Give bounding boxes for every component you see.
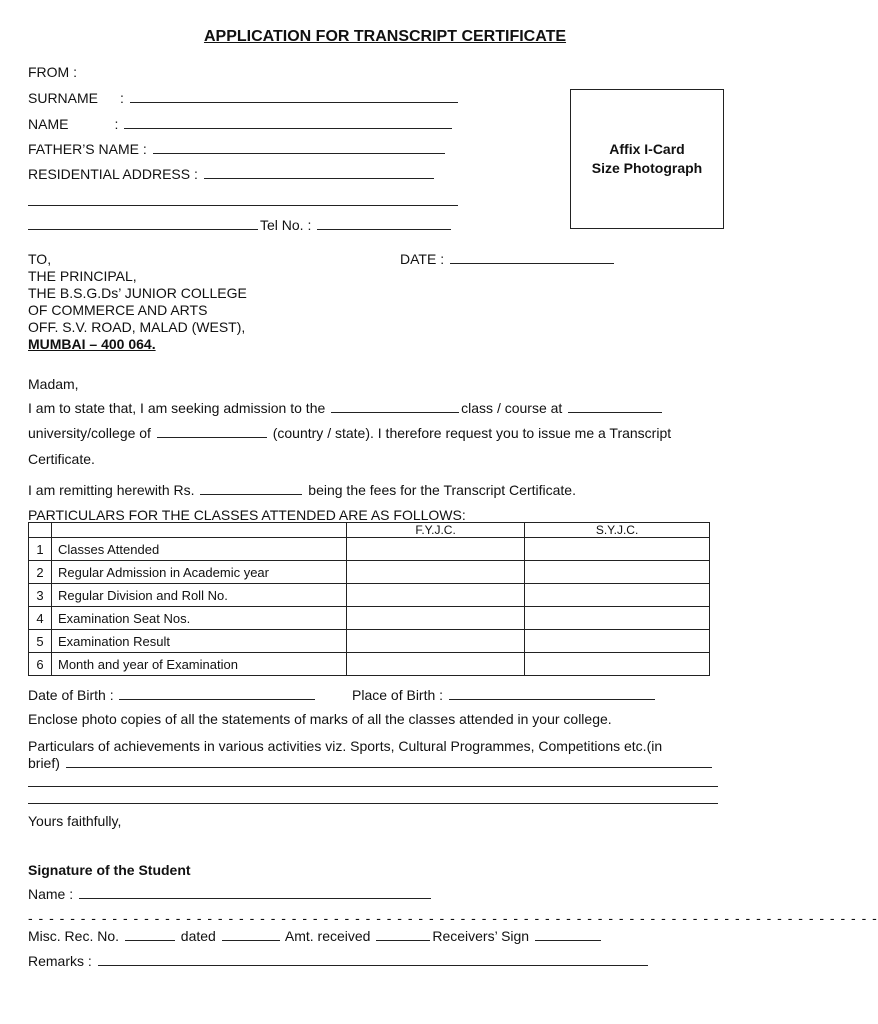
- university-field[interactable]: [157, 437, 267, 438]
- dob-row: [28, 687, 317, 703]
- fathers-name-field[interactable]: [153, 153, 445, 154]
- fyjc-cell[interactable]: [347, 653, 525, 676]
- fyjc-cell[interactable]: [347, 607, 525, 630]
- signature-label: Signature of the Student: [28, 862, 191, 878]
- dob-field[interactable]: [119, 699, 315, 700]
- address-row: [28, 166, 436, 182]
- remarks-field[interactable]: [98, 965, 648, 966]
- pob-row: [352, 687, 657, 703]
- address-field-1[interactable]: [204, 178, 434, 179]
- row-label: Regular Division and Roll No.: [52, 584, 347, 607]
- row-label: Classes Attended: [52, 538, 347, 561]
- remit-text: I am remitting herewith Rs.: [28, 482, 195, 498]
- to-city: MUMBAI – 400 064.: [28, 336, 156, 352]
- row-label: Examination Result: [52, 630, 347, 653]
- tel-label: Tel No. :: [260, 217, 312, 233]
- name-row: NAME :: [28, 116, 454, 132]
- student-name-label: Name :: [28, 886, 74, 902]
- para-line-1: [28, 400, 664, 416]
- name-label: NAME: [28, 116, 69, 132]
- form-title: APPLICATION FOR TRANSCRIPT CERTIFICATE: [203, 28, 567, 45]
- fyjc-cell[interactable]: [347, 584, 525, 607]
- to-label: TO,: [28, 251, 52, 267]
- table-row: [29, 607, 710, 630]
- date-row: [400, 251, 616, 267]
- to-address: [28, 251, 247, 353]
- table-row: [29, 630, 710, 653]
- para-text: class / course at: [461, 400, 563, 416]
- table-header-row: [29, 523, 710, 538]
- table-row: [29, 653, 710, 676]
- syjc-cell[interactable]: [525, 607, 710, 630]
- to-line: THE B.S.G.Ds’ JUNIOR COLLEGE: [28, 285, 247, 301]
- row-label: Regular Admission in Academic year: [52, 561, 347, 584]
- dated-field[interactable]: [222, 940, 280, 941]
- syjc-cell[interactable]: [525, 653, 710, 676]
- achievements-brief: brief): [28, 755, 60, 771]
- receivers-field[interactable]: [535, 940, 601, 941]
- header-fyjc: F.Y.J.C.: [347, 523, 525, 538]
- remit-row: [28, 482, 576, 498]
- amt-label: Amt. received: [284, 928, 371, 944]
- remarks-row: [28, 953, 650, 969]
- fyjc-cell[interactable]: [347, 538, 525, 561]
- row-num: 5: [29, 630, 52, 653]
- fathers-name-row: [28, 141, 447, 157]
- remarks-label: Remarks :: [28, 953, 92, 969]
- fyjc-cell[interactable]: [347, 630, 525, 653]
- office-row: [28, 928, 603, 944]
- particulars-table: [28, 522, 710, 676]
- office-use-divider: - - - - - - - - - - - - - - - - - - - - - - - - - - - - - - - - - - - - - - - - - - - - - - - - - - - - - - - - - - - - - - - - - - - - - - - - - - - - - - - - -: [28, 910, 878, 926]
- class-field[interactable]: [331, 412, 459, 413]
- table-row: [29, 584, 710, 607]
- salutation: Madam,: [28, 376, 79, 392]
- header-cell: [29, 523, 52, 538]
- table-row: [29, 538, 710, 561]
- photo-text-2: Size Photograph: [591, 160, 703, 176]
- fathers-name-label: FATHER’S NAME :: [28, 141, 147, 157]
- para-line-2: [28, 425, 671, 441]
- address-field-3[interactable]: [28, 229, 258, 230]
- course-at-field[interactable]: [568, 412, 662, 413]
- para-text: university/college of: [28, 425, 151, 441]
- misc-label: Misc. Rec. No.: [28, 928, 120, 944]
- syjc-cell[interactable]: [525, 584, 710, 607]
- achievements-row: [28, 755, 714, 771]
- remit-text: being the fees for the Transcript Certificate.: [308, 482, 576, 498]
- row-num: 2: [29, 561, 52, 584]
- name-field[interactable]: [124, 128, 452, 129]
- misc-field[interactable]: [125, 940, 175, 941]
- dob-label: Date of Birth :: [28, 687, 114, 703]
- tel-field[interactable]: [317, 229, 451, 230]
- address-label: RESIDENTIAL ADDRESS :: [28, 166, 198, 182]
- photo-box: [570, 89, 724, 229]
- surname-field[interactable]: [130, 102, 458, 103]
- row-label: Examination Seat Nos.: [52, 607, 347, 630]
- surname-row: SURNAME :: [28, 90, 460, 106]
- to-line: OFF. S.V. ROAD, MALAD (WEST),: [28, 319, 246, 335]
- row-num: 4: [29, 607, 52, 630]
- dated-label: dated: [180, 928, 216, 944]
- to-line: THE PRINCIPAL,: [28, 268, 137, 284]
- particulars-heading: PARTICULARS FOR THE CLASSES ATTENDED ARE AS FOLLOWS:: [28, 507, 466, 523]
- para-text: (country / state). I therefore request you to issue me a Transcript: [272, 425, 672, 441]
- fyjc-cell[interactable]: [347, 561, 525, 584]
- row-num: 6: [29, 653, 52, 676]
- tel-row: [28, 217, 453, 233]
- achievements-field-1[interactable]: [66, 767, 712, 768]
- syjc-cell[interactable]: [525, 538, 710, 561]
- para-text: I am to state that, I am seeking admission to the: [28, 400, 326, 416]
- syjc-cell[interactable]: [525, 630, 710, 653]
- surname-label: SURNAME: [28, 90, 99, 106]
- student-name-row: [28, 886, 433, 902]
- achievements-field-3[interactable]: [28, 803, 718, 804]
- receivers-label: Receivers’ Sign: [432, 928, 530, 944]
- row-num: 3: [29, 584, 52, 607]
- to-line: OF COMMERCE AND ARTS: [28, 302, 208, 318]
- date-label: DATE :: [400, 251, 445, 267]
- achievements-field-2[interactable]: [28, 786, 718, 787]
- from-label: FROM :: [28, 64, 77, 80]
- table-row: [29, 561, 710, 584]
- enclose-note: Enclose photo copies of all the statements of marks of all the classes attended in your college.: [28, 711, 612, 727]
- achievements-text: Particulars of achievements in various activities viz. Sports, Cultural Programmes, Competitions etc.(in: [28, 738, 663, 754]
- amount-field[interactable]: [200, 494, 302, 495]
- address-field-2[interactable]: [28, 205, 458, 206]
- date-field[interactable]: [450, 263, 614, 264]
- pob-label: Place of Birth :: [352, 687, 444, 703]
- header-cell: [52, 523, 347, 538]
- pob-field[interactable]: [449, 699, 655, 700]
- photo-text-1: Affix I-Card: [609, 141, 685, 157]
- row-num: 1: [29, 538, 52, 561]
- para-line-3: Certificate.: [28, 451, 95, 467]
- student-name-field[interactable]: [79, 898, 431, 899]
- amt-field[interactable]: [376, 940, 430, 941]
- syjc-cell[interactable]: [525, 561, 710, 584]
- row-label: Month and year of Examination: [52, 653, 347, 676]
- closing: Yours faithfully,: [28, 813, 122, 829]
- header-syjc: S.Y.J.C.: [525, 523, 710, 538]
